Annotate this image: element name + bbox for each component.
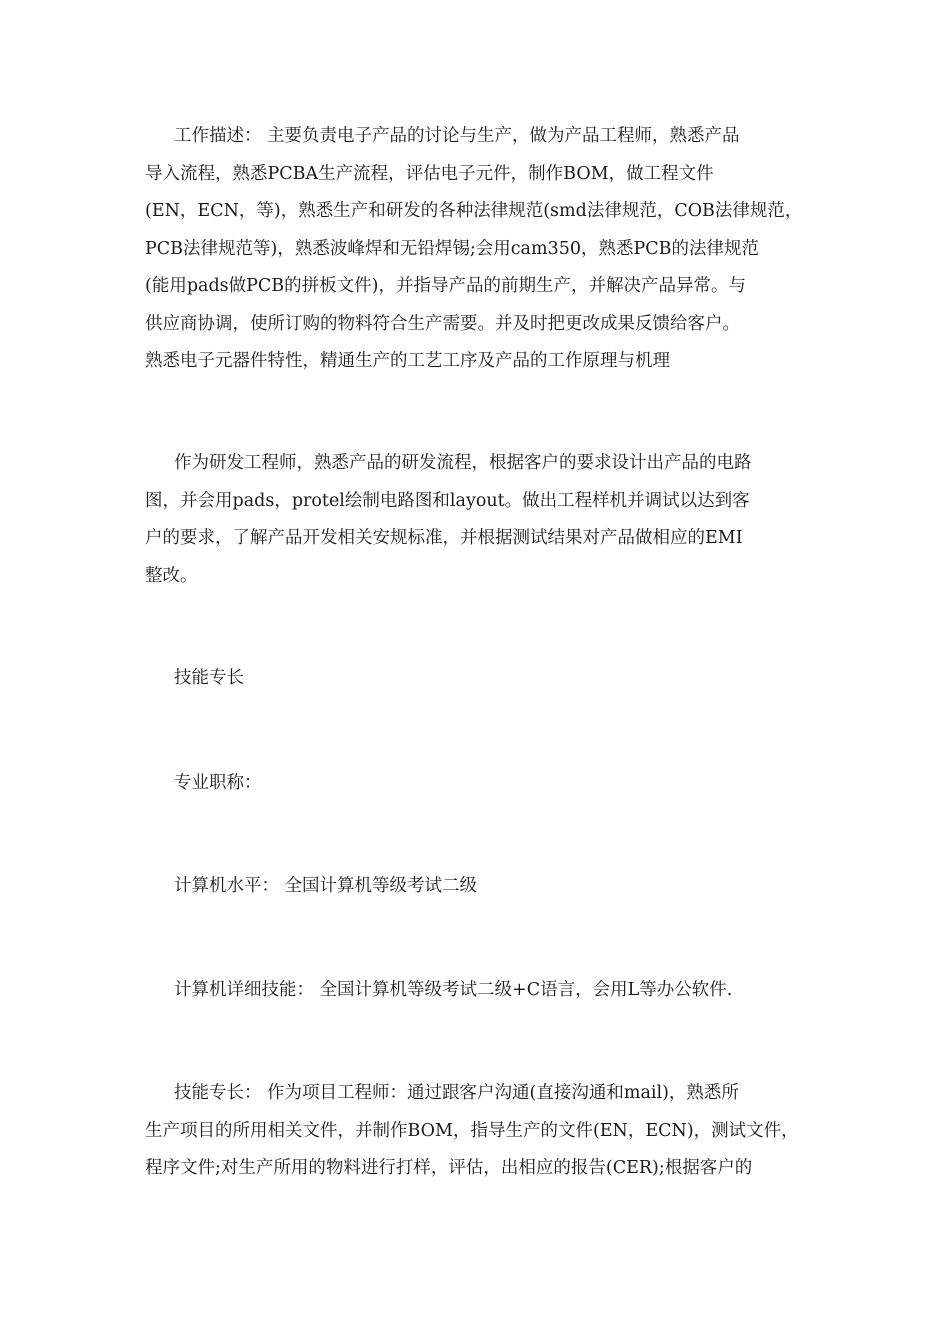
- paragraph-line: PCB法律规范等)，熟悉波峰焊和无铅焊锡;会用cam350，熟悉PCB的法律规范: [145, 238, 760, 259]
- computer-level-block: [145, 868, 815, 906]
- paragraph-line: 导入流程，熟悉PCBA生产流程，评估电子元件，制作BOM，做工程文件: [145, 163, 714, 184]
- paragraph-line: 程序文件;对生产所用的物料进行打样，评估，出相应的报告(CER);根据客户的: [145, 1158, 753, 1178]
- paragraph-line: 工作描述： 主要负责电子产品的讨论与生产，做为产品工程师，熟悉产品: [174, 126, 740, 146]
- skills-detail-paragraph: [145, 1075, 815, 1188]
- computer-skills-block: [145, 972, 815, 1010]
- paragraph-line: 技能专长： 作为项目工程师：通过跟客户沟通(直接沟通和mail)，熟悉所: [174, 1083, 739, 1103]
- paragraph-line: 户的要求，了解产品开发相关安规标准，并根据测试结果对产品做相应的EMI: [145, 528, 743, 548]
- paragraph-line: 图，并会用pads，protel绘制电路图和layout。做出工程样机并调试以达到客: [145, 490, 750, 511]
- paragraph-line: 供应商协调，使所订购的物料符合生产需要。并及时把更改成果反馈给客户。: [145, 313, 740, 334]
- paragraph-line: (能用pads做PCB的拼板文件)，并指导产品的前期生产，并解决产品异常。与: [145, 276, 746, 296]
- computer-skills: 计算机详细技能： 全国计算机等级考试二级+C语言，会用L等办公软件.: [174, 980, 733, 1000]
- rd-engineer-paragraph: [145, 445, 815, 595]
- computer-level: 计算机水平： 全国计算机等级考试二级: [174, 876, 478, 896]
- paragraph-line: 生产项目的所用相关文件，并制作BOM，指导生产的文件(EN，ECN)，测试文件，: [145, 1120, 799, 1141]
- paragraph-line: 作为研发工程师，熟悉产品的研发流程，根据客户的要求设计出产品的电路: [174, 453, 752, 473]
- skills-heading: 技能专长: [174, 668, 244, 688]
- paragraph-line: (EN，ECN，等)，熟悉生产和研发的各种法律规范(smd法律规范，COB法律规范，: [145, 201, 803, 221]
- paragraph-line: 整改。: [145, 565, 198, 586]
- professional-title: 专业职称：: [174, 773, 262, 793]
- professional-title-block: [145, 765, 815, 803]
- paragraph-line: 熟悉电子元器件特性，精通生产的工艺工序及产品的工作原理与机理: [145, 351, 670, 371]
- work-description-paragraph: [145, 118, 815, 381]
- skills-heading-block: [145, 660, 815, 698]
